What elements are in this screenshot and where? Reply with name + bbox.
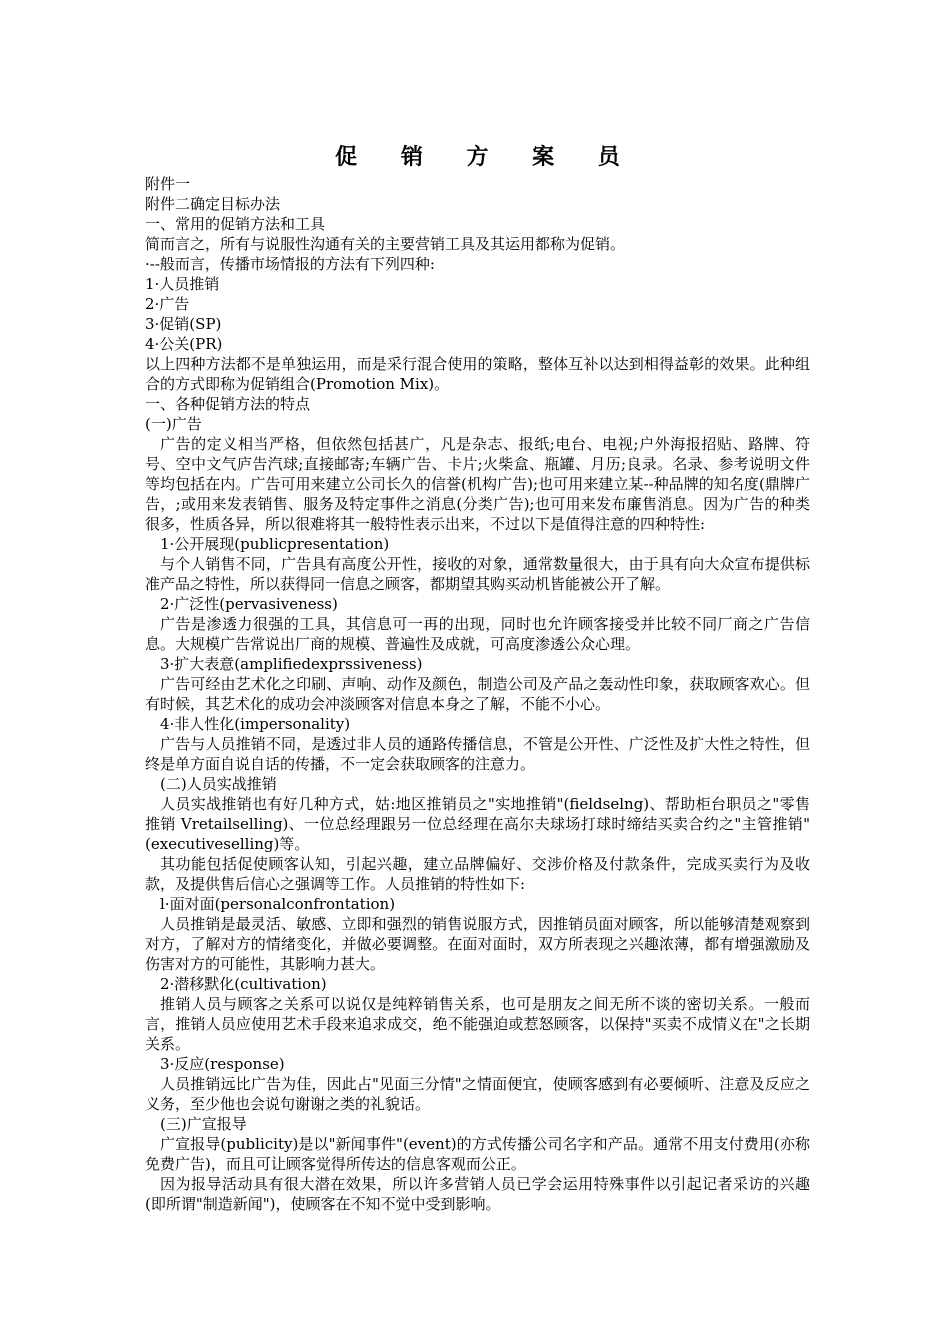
ad-item-body: 广告与人员推销不同，是透过非人员的通路传播信息，不管是公开性、广泛性及扩大性之特性，但终是单方面自说自话的传播，不一定会获取顾客的注意力。 xyxy=(145,735,810,773)
publicity-paragraph: 广宣报导(publicity)是以"新闻事件"(event)的方式传播公司名字和产品。通常不用支付费用(亦称免费广告)，而且可让顾客觉得所传达的信息客观而公正。 xyxy=(145,1135,810,1173)
ad-intro-paragraph: 广告的定义相当严格，但依然包括甚广，凡是杂志、报纸;电台、电视;户外海报招贴、路牌、符号、空中文气庐告汽球;直接邮寄;车辆广告、卡片;火柴盒、瓶罐、月历;良录。名录、参考说明文件等均包括在内。广告可用来建立公司长久的信誉(机构广告);也可用来建立某--种品牌的知名度(鼎牌广告，;或用来发表销售、服务及特定事件之消息(分类广告);也可用来发布廉售消息。因为广告的种类很多，性质各异，所以很难将其一般特性表示出来，不过以下是值得注意的四种特性: xyxy=(145,435,810,533)
method-item: 3·促销(SP) xyxy=(145,315,222,333)
attachment-1-line: 附件一 xyxy=(145,175,191,193)
section-heading-methods: 一、常用的促销方法和工具 xyxy=(145,215,326,233)
summary-line: 简而言之，所有与说服性沟通有关的主要营销工具及其运用都称为促销。 xyxy=(145,235,626,253)
ad-item-body: 与个人销售不同，广告具有高度公开性，接收的对象，通常数量很大，由于具有向大众宣布提供标准产品之特性，所以获得同一信息之顾客，都期望其购买动机皆能被公开了解。 xyxy=(145,555,810,593)
promotion-mix-paragraph: 以上四种方法都不是单独运用，而是采行混合使用的策略，整体互补以达到相得益彰的效果。此种组合的方式即称为促销组合(Promotion Mix)。 xyxy=(145,355,810,393)
subsection-heading-sales: (二)人员实战推销 xyxy=(160,775,277,793)
sales-function-paragraph: 其功能包括促使顾客认知，引起兴趣，建立品牌偏好、交涉价格及付款条件，完成买卖行为及收款，及提供售后信心之强调等工作。人员推销的特性如下: xyxy=(145,855,810,893)
ad-item-heading: 1·公开展现(publicpresentation) xyxy=(160,535,390,553)
document-title: 促 销 方 案 员 xyxy=(335,144,638,170)
sales-item-heading: 3·反应(response) xyxy=(160,1055,285,1073)
four-methods-intro: ·--般而言，传播市场情报的方法有下列四种: xyxy=(145,255,435,273)
document-page xyxy=(145,140,810,1214)
sales-item-body: 人员推销是最灵活、敏感、立即和强烈的销售说服方式，因推销员面对顾客，所以能够清楚观察到对方，了解对方的情绪变化，并做必要调整。在面对面时，双方所表现之兴趣浓薄，都有增强激励及伤害对方的可能性，其影响力甚大。 xyxy=(145,915,810,973)
publicity-paragraph: 因为报导活动具有很大潜在效果，所以许多营销人员已学会运用特殊事件以引起记者采访的兴趣(即所谓"制造新闻")，使顾客在不知不觉中受到影响。 xyxy=(145,1175,810,1213)
ad-item-body: 广告是渗透力很强的工具，其信息可一再的出现，同时也允许顾客接受并比较不同厂商之广告信息。大规模广告常说出厂商的规模、普遍性及成就，可高度渗透公众心理。 xyxy=(145,615,810,653)
sales-item-heading: l·面对面(personalconfrontation) xyxy=(160,895,396,913)
sales-intro-paragraph: 人员实战推销也有好几种方式，姑:地区推销员之"实地推销"(fieldselng)、帮助柜台职员之"零售推销 Vretailselling)、一位总经理跟另一位总经理在高尔夫球场打球时缔结买卖合约之"主管推销"(executiveselling)等。 xyxy=(145,795,810,853)
ad-item-heading: 3·扩大表意(amplifiedexprssiveness) xyxy=(160,655,423,673)
method-item: 4·公关(PR) xyxy=(145,335,223,353)
sales-item-body: 推销人员与顾客之关系可以说仅是纯粹销售关系，也可是朋友之间无所不谈的密切关系。一般而言，推销人员应使用艺术手段来追求成交，绝不能强迫或惹怒顾客，以保持"买卖不成情义在"之长期关系。 xyxy=(145,995,810,1053)
ad-item-heading: 4·非人性化(impersonality) xyxy=(160,715,351,733)
subsection-heading-publicity: (三)广宣报导 xyxy=(160,1115,247,1133)
method-item: 1·人员推销 xyxy=(145,275,220,293)
ad-item-heading: 2·广泛性(pervasiveness) xyxy=(160,595,338,613)
subsection-heading-ads: (一)广告 xyxy=(145,415,202,433)
ad-item-body: 广告可经由艺术化之印刷、声响、动作及颜色，制造公司及产品之轰动性印象，获取顾客欢心。但有时候，其艺术化的成功会冲淡顾客对信息本身之了解，不能不小心。 xyxy=(145,675,810,713)
sales-item-heading: 2·潜移默化(cultivation) xyxy=(160,975,327,993)
section-heading-features: 一、各种促销方法的特点 xyxy=(145,395,311,413)
method-item: 2·广告 xyxy=(145,295,190,313)
sales-item-body: 人员推销远比广告为佳，因此占"见面三分情"之情面便宜，使顾客感到有必要倾听、注意及反应之义务，至少他也会说句谢谢之类的礼貌话。 xyxy=(145,1075,810,1113)
attachment-2-line: 附件二确定目标办法 xyxy=(145,195,281,213)
